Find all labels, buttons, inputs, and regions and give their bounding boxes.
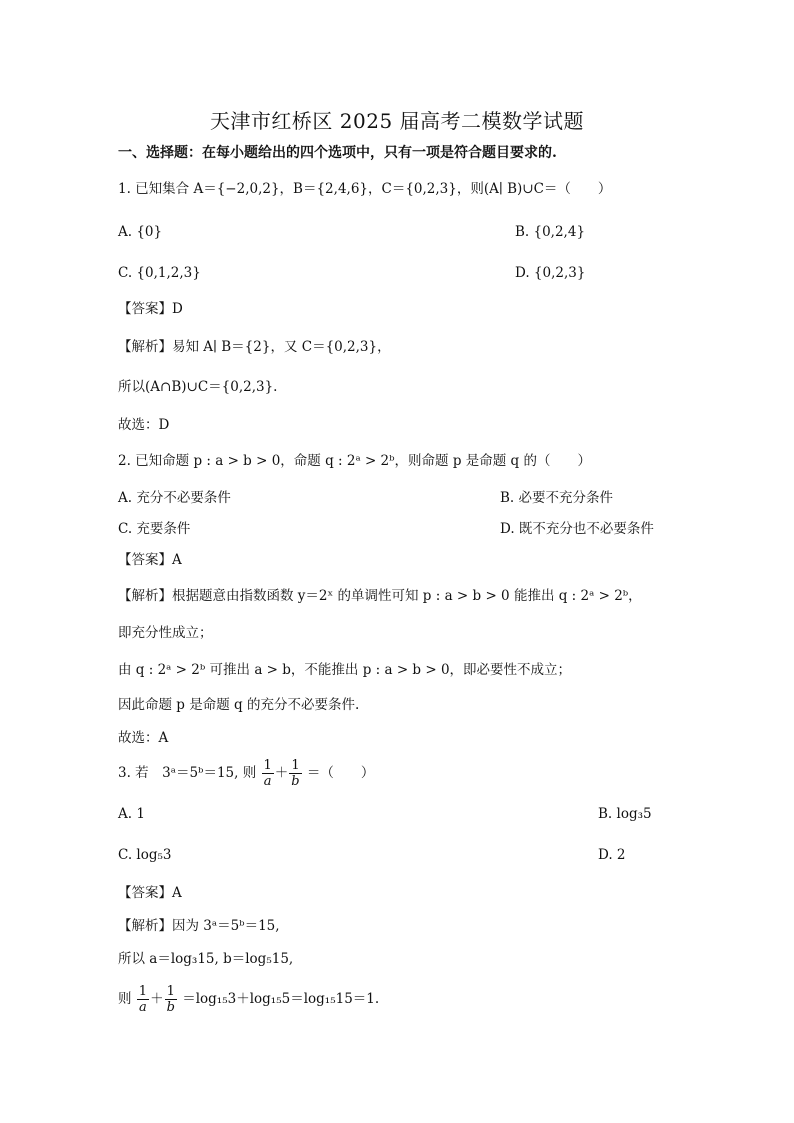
- document-title: 天津市红桥区 2025 届高考二模数学试题: [209, 109, 585, 133]
- q2-option-c: C. 充要条件: [118, 521, 191, 537]
- fraction-numerator: 1: [289, 758, 301, 774]
- q1-analysis-line: 所以(A∩B)∪C＝{0,2,3}.: [118, 379, 278, 395]
- q3-stem-suffix: ＝（ ）: [306, 765, 375, 781]
- fraction-numerator: 1: [138, 984, 148, 999]
- q2-answer: 【答案】A: [118, 552, 182, 568]
- q1-option-b: B. {0,2,4}: [515, 224, 586, 240]
- question-2-stem: 2. 已知命题 p : a > b > 0，命题 q : 2ᵃ > 2ᵇ，则命题 p 是命题 q 的（ ）: [118, 453, 591, 469]
- q2-option-d: D. 既不充分也不必要条件: [500, 521, 654, 537]
- q2-option-a: A. 充分不必要条件: [118, 490, 231, 506]
- section-heading: 一、选择题：在每小题给出的四个选项中，只有一项是符合题目要求的.: [118, 145, 557, 161]
- fraction-denominator: a: [139, 1000, 147, 1015]
- q2-analysis-line: 由 q : 2ᵃ > 2ᵇ 可推出 a > b，不能推出 p : a > b > 0，即必要性不成立；: [118, 662, 572, 678]
- question-3-stem: 3. 若 3ᵃ＝5ᵇ＝15, 则 $\frac{1}{a}$ ＋ $\frac{1}{b}$ ＝（ ）: [118, 758, 375, 789]
- fraction-denominator: b: [291, 774, 300, 789]
- fraction-one-over-b: [165, 984, 177, 1015]
- q1-analysis-line: 故选：D: [118, 417, 170, 433]
- q3-answer: 【答案】A: [118, 885, 182, 901]
- q3-analysis-line: 【解析】因为 3ᵃ＝5ᵇ＝15,: [118, 918, 280, 934]
- fraction-numerator: 1: [263, 758, 272, 773]
- q3-final-prefix: 则: [118, 991, 132, 1007]
- q1-option-d: D. {0,2,3}: [515, 265, 586, 281]
- q1-option-c: C. {0,1,2,3}: [118, 265, 201, 281]
- q3-option-b: B. log₃5: [598, 806, 652, 822]
- q3-option-a: A. 1: [118, 806, 145, 822]
- question-1-stem: 1. 已知集合 A＝{−2,0,2}，B＝{2,4,6}，C＝{0,2,3}，则(A∣ B)∪C＝（ ）: [118, 181, 612, 197]
- q1-option-a: A. {0}: [118, 224, 163, 240]
- q3-stem-prefix: 3. 若 3ᵃ＝5ᵇ＝15, 则: [118, 765, 257, 781]
- q3-option-c: C. log₅3: [118, 847, 172, 863]
- q3-analysis-line: 所以 a＝log₃15, b＝log₅15,: [118, 951, 294, 967]
- q2-analysis-line: 【解析】根据题意由指数函数 y＝2ˣ 的单调性可知 p : a > b > 0 能推出 q : 2ᵃ > 2ᵇ，: [118, 588, 642, 604]
- q3-option-d: D. 2: [598, 847, 626, 863]
- q2-analysis-line: 即充分性成立；: [118, 625, 213, 641]
- fraction-numerator: 1: [165, 984, 177, 1000]
- q3-final-equation: 则 $\frac{1}{a}$ ＋ $\frac{1}{b}$ ＝log₁₅3＋log₁₅5＝log₁₅15＝1.: [118, 984, 380, 1015]
- q2-analysis-line: 故选：A: [118, 730, 169, 746]
- fraction-one-over-b: [289, 758, 301, 789]
- q2-option-b: B. 必要不充分条件: [500, 490, 614, 506]
- fraction-one-over-a: [262, 758, 274, 789]
- q1-answer: 【答案】D: [118, 301, 183, 317]
- fraction-one-over-a: [137, 984, 149, 1015]
- fraction-denominator: a: [263, 774, 272, 789]
- q2-analysis-line: 因此命题 p 是命题 q 的充分不必要条件.: [118, 697, 360, 713]
- q1-analysis-line: 【解析】易知 A∣ B＝{2}，又 C＝{0,2,3}，: [118, 339, 391, 355]
- q3-final-suffix: ＝log₁₅3＋log₁₅5＝log₁₅15＝1.: [182, 991, 380, 1007]
- fraction-denominator: b: [166, 1000, 175, 1015]
